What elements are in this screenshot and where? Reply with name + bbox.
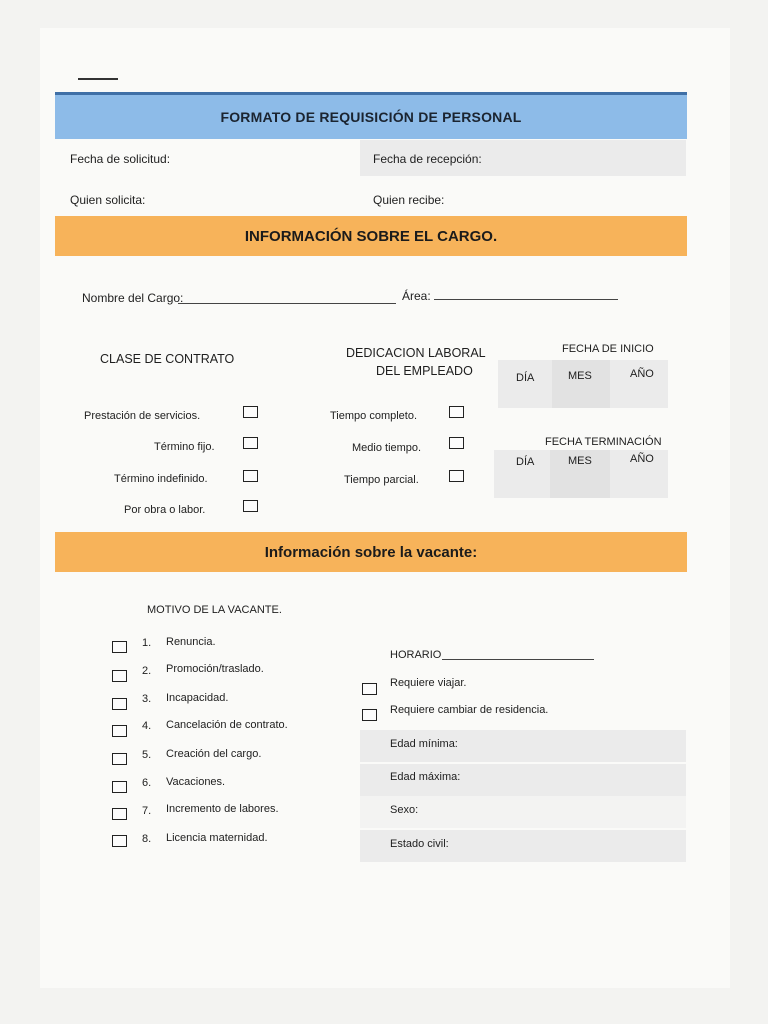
motivo-number: 6.	[142, 777, 152, 789]
motivo-label: Vacaciones.	[166, 776, 226, 788]
top-mark	[78, 78, 118, 80]
form-title: FORMATO DE REQUISICIÓN DE PERSONAL	[55, 92, 687, 139]
dedicacion-checkbox[interactable]	[449, 437, 464, 449]
quien-recibe-label: Quien recibe:	[373, 193, 445, 207]
edad-minima-label: Edad mínima:	[390, 738, 458, 750]
motivo-number: 8.	[142, 833, 152, 845]
clase-checkbox[interactable]	[243, 470, 258, 482]
clase-option-label: Término fijo.	[154, 441, 215, 453]
motivo-number: 7.	[142, 805, 152, 817]
fecha-terminacion-title: FECHA TERMINACIÓN	[545, 436, 662, 448]
motivo-label: Incremento de labores.	[166, 803, 279, 815]
nombre-cargo-line[interactable]	[178, 303, 396, 304]
dedicacion-checkbox[interactable]	[449, 470, 464, 482]
requiere-residencia-label: Requiere cambiar de residencia.	[390, 704, 549, 716]
fecha-terminacion-mes: MES	[568, 455, 592, 467]
clase-option-label: Prestación de servicios.	[84, 410, 201, 422]
motivo-title: MOTIVO DE LA VACANTE.	[147, 604, 282, 616]
fecha-inicio-ano: AÑO	[630, 368, 654, 380]
motivo-checkbox[interactable]	[112, 753, 127, 765]
motivo-number: 3.	[142, 693, 152, 705]
motivo-checkbox[interactable]	[112, 698, 127, 710]
motivo-number: 2.	[142, 665, 152, 677]
dedicacion-title-1: DEDICACION LABORAL	[346, 346, 486, 360]
motivo-checkbox[interactable]	[112, 835, 127, 847]
cargo-section-title: INFORMACIÓN SOBRE EL CARGO.	[55, 216, 687, 256]
motivo-label: Creación del cargo.	[166, 748, 262, 760]
dedicacion-title-2: DEL EMPLEADO	[376, 364, 473, 378]
fecha-terminacion-dia: DÍA	[516, 456, 535, 468]
fecha-inicio-dia: DÍA	[516, 372, 535, 384]
dedicacion-checkbox[interactable]	[449, 406, 464, 418]
motivo-number: 1.	[142, 637, 152, 649]
motivo-number: 4.	[142, 720, 152, 732]
clase-option-label: Término indefinido.	[114, 473, 208, 485]
horario-line[interactable]	[442, 659, 594, 660]
clase-contrato-title: CLASE DE CONTRATO	[100, 352, 235, 366]
edad-maxima-label: Edad máxima:	[390, 771, 461, 783]
estado-civil-label: Estado civil:	[390, 838, 449, 850]
motivo-checkbox[interactable]	[112, 641, 127, 653]
motivo-label: Promoción/traslado.	[166, 663, 264, 675]
motivo-label: Licencia maternidad.	[166, 832, 268, 844]
fecha-inicio-mes-cell[interactable]	[552, 360, 610, 408]
motivo-number: 5.	[142, 749, 152, 761]
motivo-checkbox[interactable]	[112, 781, 127, 793]
clase-checkbox[interactable]	[243, 500, 258, 512]
requiere-viajar-checkbox[interactable]	[362, 683, 377, 695]
clase-checkbox[interactable]	[243, 437, 258, 449]
requiere-viajar-label: Requiere viajar.	[390, 677, 467, 689]
fecha-terminacion-ano: AÑO	[630, 453, 654, 465]
motivo-label: Incapacidad.	[166, 692, 229, 704]
quien-solicita-label: Quien solicita:	[70, 193, 146, 207]
clase-checkbox[interactable]	[243, 406, 258, 418]
area-line[interactable]	[434, 299, 618, 300]
dedicacion-option-label: Medio tiempo.	[352, 442, 422, 454]
nombre-cargo-label: Nombre del Cargo:	[82, 291, 184, 305]
area-label: Área:	[402, 289, 431, 303]
motivo-label: Renuncia.	[166, 636, 216, 648]
clase-option-label: Por obra o labor.	[124, 504, 206, 516]
fecha-recepcion-label: Fecha de recepción:	[373, 152, 482, 166]
motivo-label: Cancelación de contrato.	[166, 719, 288, 731]
fecha-inicio-mes: MES	[568, 370, 592, 382]
dedicacion-option-label: Tiempo completo.	[330, 410, 418, 422]
motivo-checkbox[interactable]	[112, 670, 127, 682]
horario-label: HORARIO	[390, 649, 442, 661]
dedicacion-option-label: Tiempo parcial.	[344, 474, 419, 486]
motivo-checkbox[interactable]	[112, 725, 127, 737]
motivo-checkbox[interactable]	[112, 808, 127, 820]
sexo-label: Sexo:	[390, 804, 419, 816]
requiere-residencia-checkbox[interactable]	[362, 709, 377, 721]
fecha-inicio-title: FECHA DE INICIO	[562, 343, 654, 355]
vacante-section-title: Información sobre la vacante:	[55, 532, 687, 572]
fecha-solicitud-label: Fecha de solicitud:	[70, 152, 171, 166]
